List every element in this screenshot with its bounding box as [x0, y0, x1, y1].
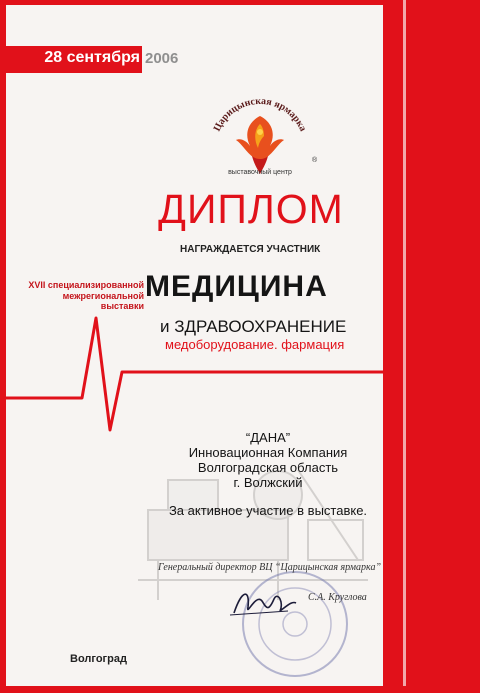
merit-text: За активное участие в выставке. — [168, 503, 368, 518]
exhibition-name: МЕДИЦИНА — [145, 270, 328, 303]
diploma-title: ДИПЛОМ — [158, 186, 344, 232]
awarded-line: НАГРАЖДАЕТСЯ УЧАСТНИК — [180, 244, 321, 255]
logo-subtitle: выставочный центр — [228, 169, 292, 176]
recipient-company-type: Инновационная Компания — [188, 445, 348, 460]
date-day-month: 28 сентября — [44, 49, 140, 66]
director-title: Генеральный директор ВЦ “Царицынская ярмарка” — [158, 562, 382, 573]
recipient-region: Волгоградская область — [197, 460, 339, 475]
registered-mark: ® — [312, 157, 318, 164]
signer-name: С.А. Круглова — [308, 592, 367, 603]
recipient-city: г. Волжский — [233, 475, 303, 490]
date-year: 2006 — [145, 50, 179, 67]
exhibition-edition-line-1: XVII специализированной — [28, 280, 144, 290]
logo-brand-arc-text: Царицынская ярмарка — [211, 95, 309, 134]
exhibition-edition-line-2: межрегиональной выставки — [62, 291, 144, 311]
phoenix-icon — [236, 116, 284, 174]
exhibition-name-continued: и ЗДРАВООХРАНЕНИЕ — [160, 317, 347, 336]
exhibition-topics: медоборудование. фармация — [165, 337, 345, 352]
firebird-logo — [196, 86, 324, 182]
recipient-company: “ДАНА” — [245, 430, 291, 445]
handwritten-signature — [228, 583, 298, 623]
footer-city: Волгоград — [70, 653, 127, 665]
